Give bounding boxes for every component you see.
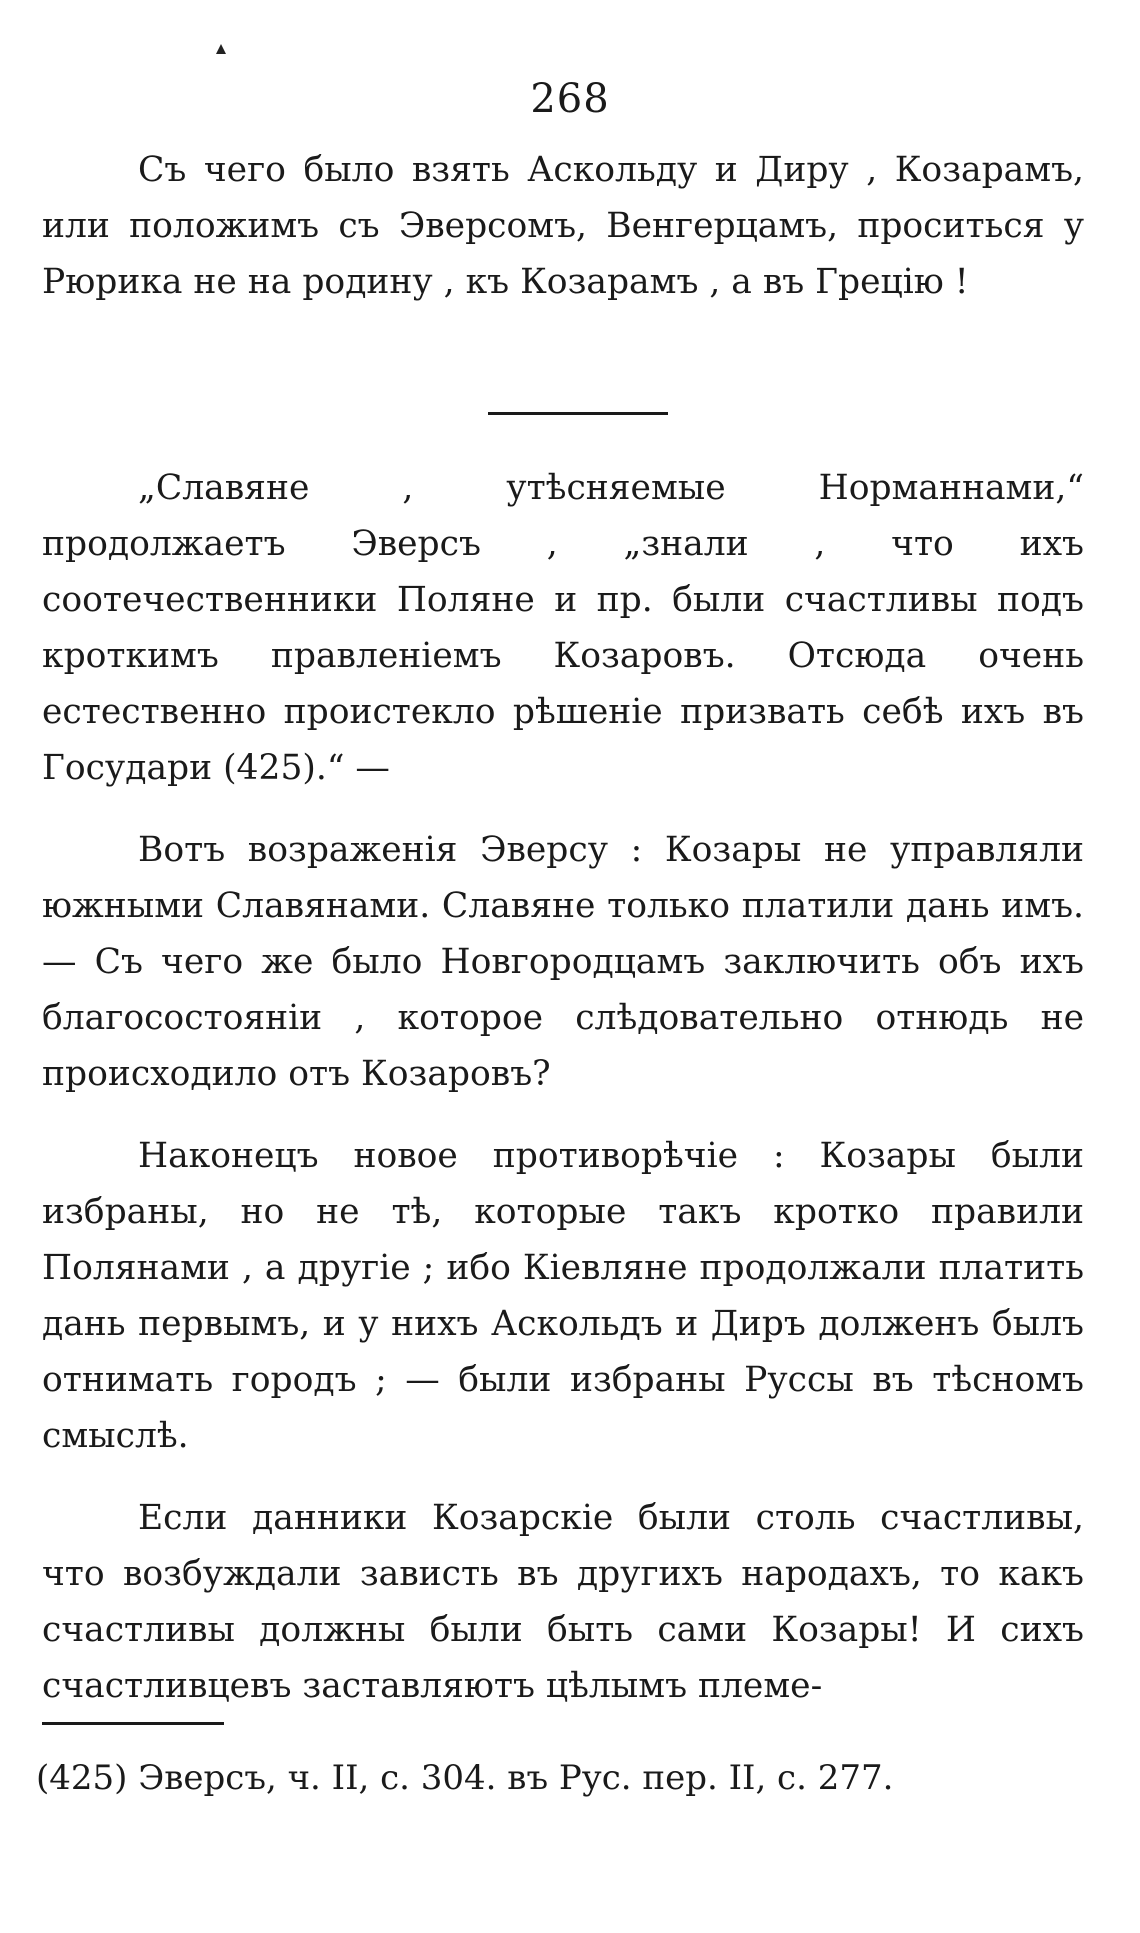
paragraph: Вотъ возраженія Эверсу : Козары не управляли южными Славянами. Славяне только платили дань имъ. — Съ чего же было Новгородцамъ заключить объ ихъ благосостояніи , которое слѣдовательно отнюдь не происходило отъ Козаровъ? <box>42 830 1084 1094</box>
paragraph: „Славяне , утѣсняемые Норманнами,“ продолжаетъ Эверсъ , „знали , что ихъ соотечественники Поляне и пр. были счастливы подъ кроткимъ правленіемъ Козаровъ. Отсюда очень естественно проистекло рѣшеніе призвать себѣ ихъ въ Государи (425).“ — <box>42 468 1084 788</box>
print-mark <box>216 44 226 54</box>
paragraph: Съ чего было взять Аскольду и Диру , Козарамъ, или положимъ съ Эверсомъ, Венгерцамъ, проситься у Рюрика не на родину , къ Козарамъ , а въ Грецію ! <box>42 150 1084 302</box>
paragraph-group-main <box>42 460 1084 1714</box>
paragraph: Наконецъ новое противорѣчіе : Козары были избраны, но не тѣ, которые такъ кротко правили Полянами , а другіе ; ибо Кіевляне продолжали платить дань первымъ, и у нихъ Аскольдъ и Диръ долженъ былъ отнимать городъ ; — были избраны Руссы въ тѣсномъ смыслѣ. <box>42 1136 1084 1456</box>
footnote: (425) Эверсъ, ч. II, с. 304. въ Рус. пер. II, с. 277. <box>36 1758 894 1798</box>
section-divider <box>488 412 668 415</box>
paragraph: Если данники Козарскіе были столь счастливы, что возбуждали зависть въ другихъ народахъ, то какъ счастливы должны были быть сами Козары! И сихъ счастливцевъ заставляютъ цѣлымъ племе- <box>42 1498 1084 1706</box>
paragraph-group-top <box>42 142 1084 310</box>
page-number: 268 <box>530 76 610 122</box>
footnote-divider <box>42 1722 224 1725</box>
